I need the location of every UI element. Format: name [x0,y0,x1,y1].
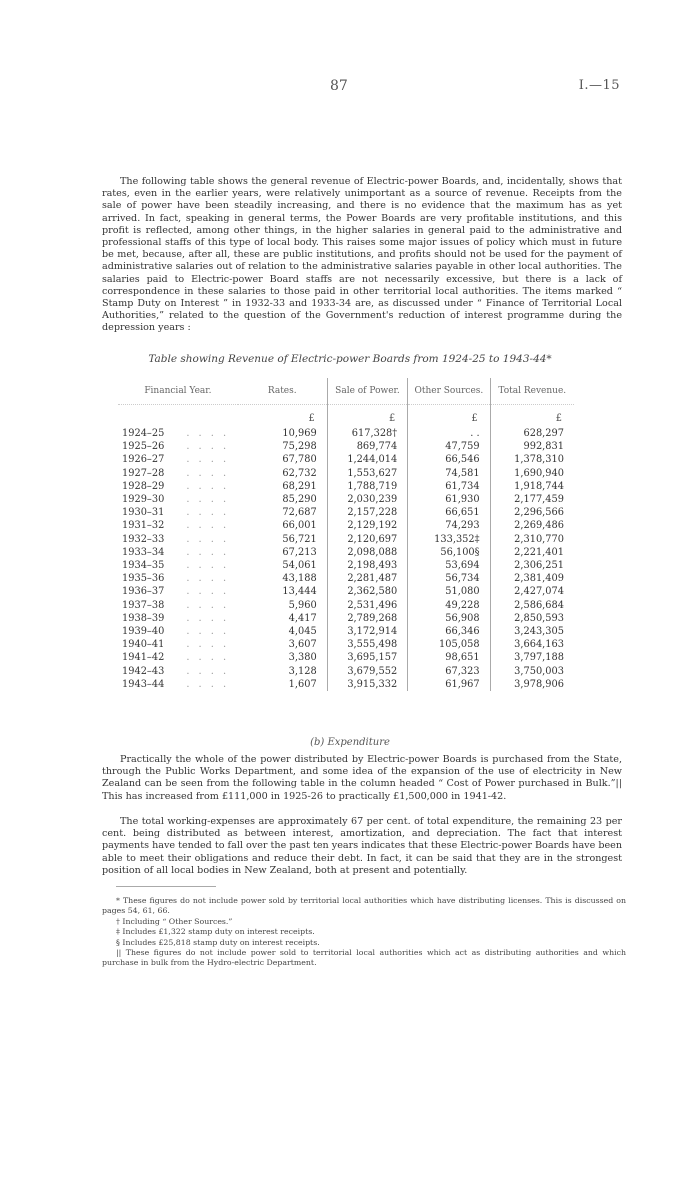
header-financial-year: Financial Year. [144,386,212,396]
table-row [118,665,574,678]
leader-dots: . . . . [186,573,230,585]
cell-year [118,467,238,480]
table-row [118,638,574,651]
header-other-sources: Other Sources. [408,378,490,405]
cell-rates: 43,188 [282,573,317,585]
cell-total-revenue: 1,378,310 [490,453,574,466]
cell-total-revenue: 2,306,251 [490,559,574,572]
cell-total-revenue: 1,918,744 [490,480,574,493]
cell-rates: 85,290 [282,494,317,506]
cell-sale-of-power: 2,129,192 [327,519,408,532]
table-row [118,599,574,612]
cell-sale-of-power: 2,531,496 [327,599,408,612]
leader-dots: . . . . [186,639,230,651]
cell-year [118,585,238,598]
footnote-star: * These figures do not include power sold by territorial local authorities which have distributing licenses. This is discussed on pages 54, 61, 66. [102,896,626,916]
leader-dots: . . . . [186,467,230,479]
cell-year [118,440,238,453]
cell-year [118,493,238,506]
leader-dots: . . . . [186,533,230,545]
cell-year [118,665,238,678]
leader-dots: . . . . [186,454,230,466]
cell-sale-of-power: 1,244,014 [327,453,408,466]
leader-dots: . . . . [186,520,230,532]
year-label: 1932–33 [122,533,165,545]
cell-rates: 3,380 [288,652,317,664]
leader-dots: . . . . [186,612,230,624]
year-label: 1925–26 [122,441,165,453]
cell-sale-of-power: 2,030,239 [327,493,408,506]
cell-total-revenue: 2,310,770 [490,533,574,546]
footnote-parallel: || These figures do not include power sold to territorial local authorities which act as distributing authorities and which purchase in bulk from the Hydro-electric Department. [102,948,626,968]
leader-dots: . . . . [186,586,230,598]
cell-total-revenue: 3,243,305 [490,625,574,638]
cell-year [118,678,238,691]
cell-rates: 10,969 [282,428,317,439]
leader-dots: . . . . [186,494,230,506]
cell-other-sources: 61,967 [408,678,490,691]
cell-sale-of-power: 2,281,487 [327,572,408,585]
cell-sale-of-power: 869,774 [327,440,408,453]
table-row [118,519,574,532]
cell-year [118,638,238,651]
table-row [118,533,574,546]
cell-other-sources: 51,080 [408,585,490,598]
cell-total-revenue: 2,269,486 [490,519,574,532]
page-header [0,78,700,98]
cell-year [118,625,238,638]
cell-other-sources: 67,323 [408,665,490,678]
year-label: 1929–30 [122,494,165,506]
footnotes [102,896,626,969]
cell-other-sources: 56,100§ [408,546,490,559]
cell-rates: 4,045 [288,626,317,638]
cell-total-revenue: 3,664,163 [490,638,574,651]
cell-total-revenue: 2,427,074 [490,585,574,598]
table-row [118,440,574,453]
cell-total-revenue: 1,690,940 [490,467,574,480]
footnote-dagger: † Including “ Other Sources.” [116,916,233,926]
header-rates: Rates. [267,386,297,396]
cell-rates: 67,213 [282,546,317,558]
year-label: 1936–37 [122,586,165,598]
leader-dots: . . . . [186,546,230,558]
cell-rates: 1,607 [288,678,317,690]
year-label: 1934–35 [122,560,165,572]
cell-total-revenue: 3,750,003 [490,665,574,678]
leader-dots: . . . . [186,441,230,453]
cell-other-sources: 74,293 [408,519,490,532]
table-row [118,572,574,585]
cell-other-sources: 98,651 [408,651,490,664]
header-sale-of-power: Sale of Power. [327,378,408,405]
year-label: 1935–36 [122,573,165,585]
cell-year [118,572,238,585]
cell-rates: 54,061 [282,560,317,572]
cell-other-sources: 49,228 [408,599,490,612]
cell-year [118,506,238,519]
expenditure-paragraph-1: Practically the whole of the power distributed by Electric-power Boards is purchased from the State, through the Public Works Department, and some idea of the expansion of the use of electricity in New Zealand can be seen from the following table in the column headed “ Cost of Power purchased in Bulk.”|| This has increased from £111,000 in 1925-26 to practically £1,500,000 in 1941-42. [102,754,622,802]
cell-year [118,427,238,440]
leader-dots: . . . . [186,652,230,664]
cell-sale-of-power: 3,695,157 [327,651,408,664]
table-caption: Table showing Revenue of Electric-power Boards from 1924-25 to 1943-44* [148,353,552,365]
cell-other-sources: 74,581 [408,467,490,480]
unit-total: £ [490,411,574,427]
year-label: 1924–25 [122,428,165,439]
table-row [118,651,574,664]
cell-sale-of-power: 3,679,552 [327,665,408,678]
cell-total-revenue: 3,978,906 [490,678,574,691]
cell-total-revenue: 992,831 [490,440,574,453]
unit-rates: £ [308,413,315,425]
cell-total-revenue: 2,296,566 [490,506,574,519]
leader-dots: . . . . [186,507,230,519]
table-row [118,546,574,559]
cell-total-revenue: 628,297 [490,427,574,440]
cell-total-revenue: 2,850,593 [490,612,574,625]
cell-year [118,480,238,493]
leader-dots: . . . . [186,560,230,572]
year-label: 1939–40 [122,626,165,638]
cell-rates: 68,291 [282,480,317,492]
cell-total-revenue: 2,221,401 [490,546,574,559]
table-row [118,493,574,506]
year-label: 1926–27 [122,454,165,466]
intro-paragraph: The following table shows the general revenue of Electric-power Boards, and, incidentally, shows that rates, even in the earlier years, were relatively unimportant as a source of revenue. Receipts from the sale of power have been steadily increasing, and there is no evidence that the maximum has as yet arrived. In fact, speaking in general terms, the Power Boards are very profitable institutions, and this profit is reflected, among other things, in the higher salaries in general paid to the administrative and professional staffs of this type of local body. This raises some major issues of policy which must in future be met, because, after all, these are public institutions, and profits should not be used for the payment of administrative salaries out of relation to the administrative salaries payable in other local authorities. The salaries paid to Electric-power Board staffs are not necessarily excessive, but there is a lack of correspondence in these salaries to those paid in other territorial local authorities. The items marked “ Stamp Duty on Interest ” in 1932-33 and 1933-34 are, as discussed under “ Finance of Territorial Local Authorities,” related to the question of the Government's reduction of interest programme during the depression years : [102,176,622,334]
cell-other-sources: . . [408,427,490,440]
cell-sale-of-power: 1,553,627 [327,467,408,480]
cell-other-sources: 133,352‡ [408,533,490,546]
cell-other-sources: 61,734 [408,480,490,493]
table-row [118,467,574,480]
cell-total-revenue: 3,797,188 [490,651,574,664]
cell-rates: 13,444 [282,586,317,598]
cell-rates: 67,780 [282,454,317,466]
table-row [118,506,574,519]
header-total-revenue: Total Revenue. [490,378,574,405]
cell-sale-of-power: 2,120,697 [327,533,408,546]
cell-other-sources: 53,694 [408,559,490,572]
cell-sale-of-power: 2,789,268 [327,612,408,625]
cell-year [118,453,238,466]
year-label: 1930–31 [122,507,165,519]
cell-sale-of-power: 1,788,719 [327,480,408,493]
cell-year [118,599,238,612]
cell-sale-of-power: 2,198,493 [327,559,408,572]
cell-total-revenue: 2,586,684 [490,599,574,612]
cell-sale-of-power: 2,157,228 [327,506,408,519]
table-header-row [118,378,574,405]
cell-other-sources: 105,058 [408,638,490,651]
revenue-table [118,378,574,691]
footnote-section: § Includes £25,818 stamp duty on interest receipts. [116,937,320,947]
leader-dots: . . . . [186,678,230,690]
table-row [118,612,574,625]
year-label: 1933–34 [122,546,165,558]
table-row [118,453,574,466]
unit-row [118,411,574,427]
cell-sale-of-power: 3,172,914 [327,625,408,638]
cell-sale-of-power: 617,328† [327,427,408,440]
cell-year [118,546,238,559]
cell-rates: 56,721 [282,533,317,545]
cell-year [118,533,238,546]
page-number: 87 [330,78,348,94]
cell-rates: 3,607 [288,639,317,651]
cell-sale-of-power: 3,915,332 [327,678,408,691]
leader-dots: . . . . [186,599,230,611]
year-label: 1927–28 [122,467,165,479]
leader-dots: . . . . [186,665,230,677]
year-label: 1940–41 [122,639,165,651]
table-row [118,559,574,572]
table-row [118,585,574,598]
year-label: 1941–42 [122,652,165,664]
cell-other-sources: 61,930 [408,493,490,506]
year-label: 1931–32 [122,520,165,532]
cell-rates: 62,732 [282,467,317,479]
cell-year [118,559,238,572]
table-row [118,480,574,493]
leader-dots: . . . . [186,626,230,638]
table-row [118,625,574,638]
cell-rates: 3,128 [288,665,317,677]
year-label: 1937–38 [122,599,165,611]
leader-dots: . . . . [186,428,230,439]
year-label: 1938–39 [122,612,165,624]
footnote-rule [116,886,216,887]
cell-sale-of-power: 2,362,580 [327,585,408,598]
cell-year [118,612,238,625]
cell-other-sources: 56,734 [408,572,490,585]
cell-rates: 75,298 [282,441,317,453]
cell-rates: 4,417 [288,612,317,624]
unit-sale: £ [327,411,408,427]
cell-other-sources: 47,759 [408,440,490,453]
year-label: 1928–29 [122,480,165,492]
cell-other-sources: 56,908 [408,612,490,625]
cell-total-revenue: 2,381,409 [490,572,574,585]
cell-other-sources: 66,346 [408,625,490,638]
cell-rates: 66,001 [282,520,317,532]
year-label: 1942–43 [122,665,165,677]
expenditure-paragraph-2: The total working-expenses are approximately 67 per cent. of total expenditure, the remaining 23 per cent. being distributed as between interest, amortization, and depreciation. The fact that interest payments have tended to fall over the past ten years indicates that these Electric-power Boards have been able to meet their obligations and reduce their debt. In fact, it can be said that they are in the strongest position of all local bodies in New Zealand, both at present and potentially. [102,816,622,876]
page-reference: I.—15 [578,78,620,93]
cell-rates: 5,960 [288,599,317,611]
cell-year [118,651,238,664]
cell-other-sources: 66,651 [408,506,490,519]
footnote-double-dagger: ‡ Includes £1,322 stamp duty on interest receipts. [116,927,315,937]
table-row [118,427,574,440]
expenditure-heading: (b) Expenditure [310,737,390,748]
cell-sale-of-power: 3,555,498 [327,638,408,651]
table-row [118,678,574,691]
leader-dots: . . . . [186,480,230,492]
year-label: 1943–44 [122,678,165,690]
unit-other: £ [408,411,490,427]
cell-year [118,519,238,532]
cell-other-sources: 66,546 [408,453,490,466]
cell-total-revenue: 2,177,459 [490,493,574,506]
cell-sale-of-power: 2,098,088 [327,546,408,559]
cell-rates: 72,687 [282,507,317,519]
